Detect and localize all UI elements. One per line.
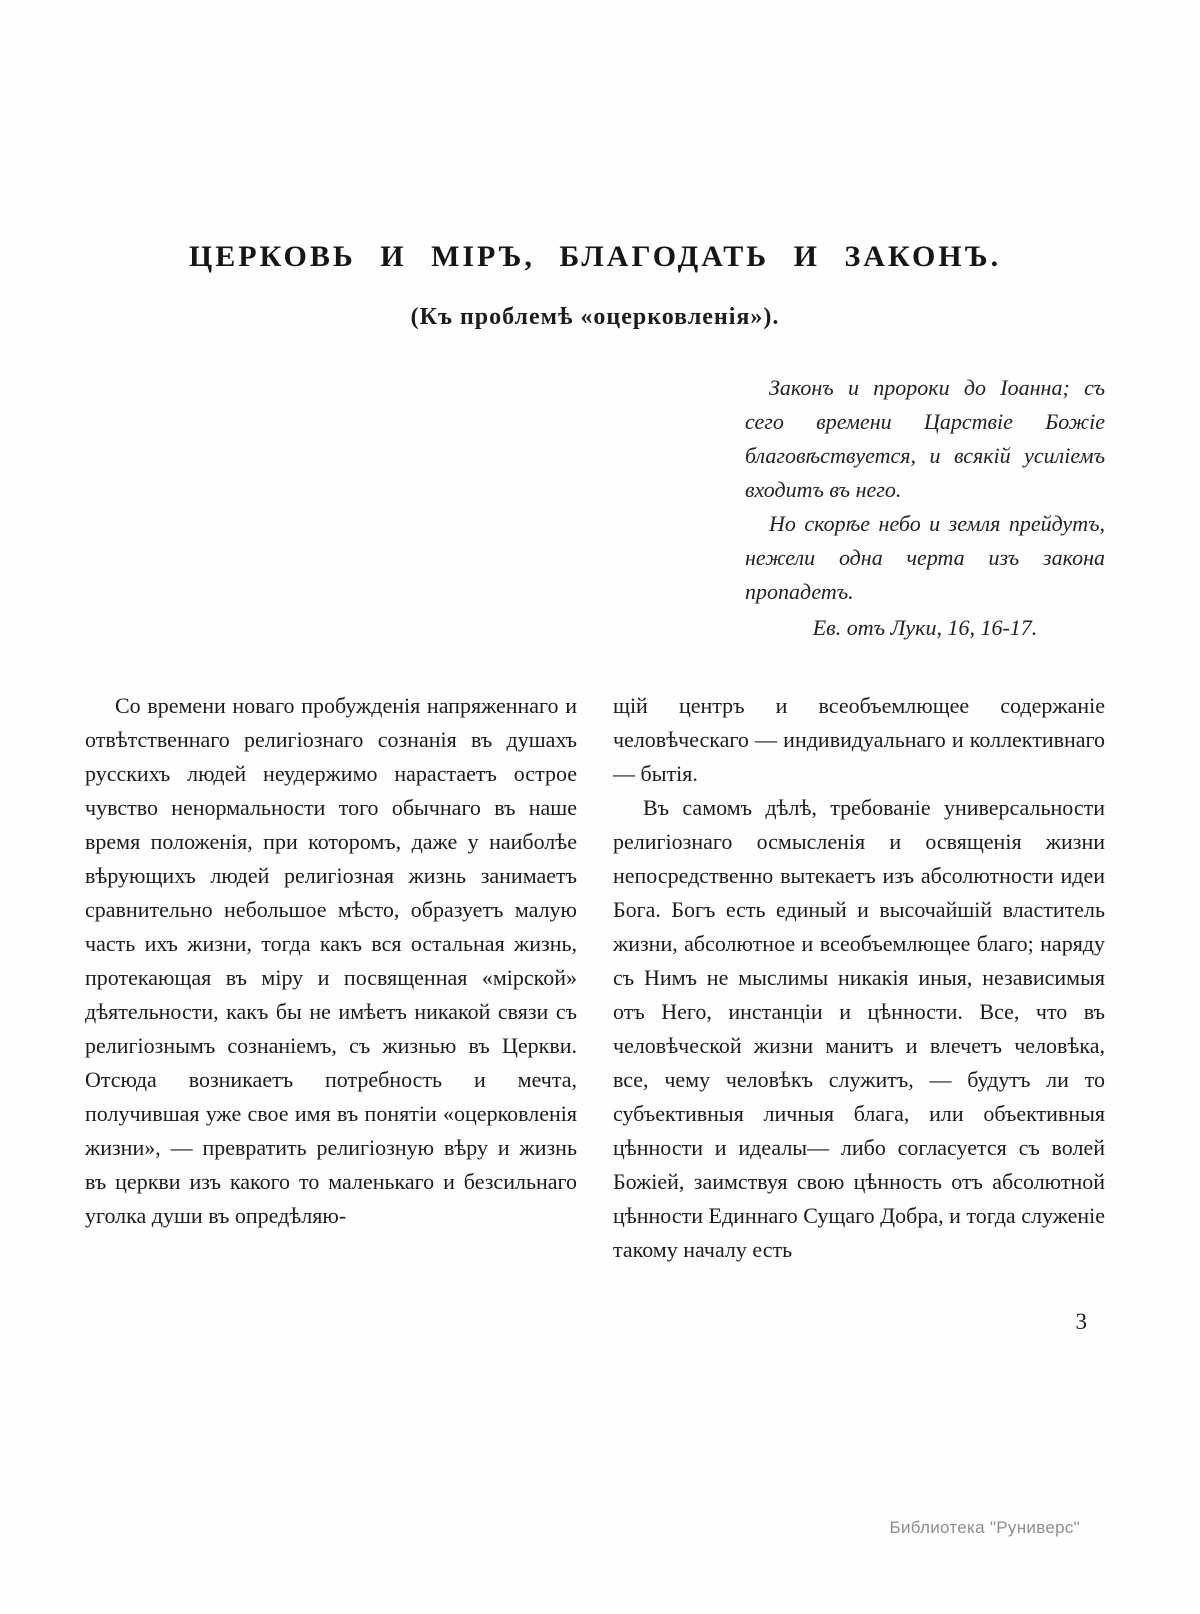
library-watermark: Библиотека "Руниверс": [889, 1518, 1080, 1537]
article-title: ЦЕРКОВЬ И МІРЪ, БЛАГОДАТЬ И ЗАКОНЪ.: [188, 240, 1002, 273]
body-paragraph-continuation: щій центръ и всеобъемлющее содержаніе человѣческаго — индивидуальнаго и коллективнаго — бытія.: [613, 693, 1105, 786]
epigraph-paragraph-2: Но скорѣе небо и земля прейдутъ, нежели одна черта изъ закона пропадетъ.: [745, 511, 1105, 604]
page-number: 3: [1075, 1309, 1087, 1334]
epigraph-block: [745, 371, 1105, 645]
body-paragraph: Со времени новаго пробужденія напряженнаго и отвѣтственнаго религіознаго сознанія въ душахъ русскихъ людей неудержимо нарастаетъ острое чувство ненормальности того обычнаго въ наше время положенія, при которомъ, даже у наиболѣе вѣрующихъ людей религіозная жизнь занимаетъ сравнительно небольшое мѣсто, образуетъ малую часть ихъ жизни, тогда какъ вся остальная жизнь, протекающая въ міру и посвященная «мірской» дѣятельности, какъ бы не имѣетъ никакой связи съ религіознымъ сознаніемъ, съ жизнью въ Церкви. Отсюда возникаетъ потребность и мечта, получившая уже свое имя въ понятіи «оцерковленія жизни», — превратить религіозную вѣру и жизнь въ церкви изъ какого то маленькаго и безсильнаго уголка души въ опредѣляю-: [85, 693, 577, 1228]
body-paragraph: Въ самомъ дѣлѣ, требованіе универсальности религіознаго осмысленія и освященія жизни непосредственно вытекаетъ изъ абсолютности идеи Бога. Богъ есть единый и высочайшій властитель жизни, абсолютное и всеобъемлющее благо; наряду съ Нимъ не мыслимы никакія иныя, независимыя отъ Него, инстанціи и цѣнности. Все, что въ человѣческой жизни манитъ и влечетъ человѣка, все, чему человѣкъ служитъ, — будутъ ли то субъективныя личныя блага, или объективныя цѣнности и идеалы— либо согласуется съ волей Божіей, заимствуя свою цѣнность отъ абсолютной цѣнности Единнаго Сущаго Добра, и тогда служеніе такому началу есть: [613, 795, 1105, 1262]
right-column: [613, 689, 1105, 1267]
body-text-columns: [85, 689, 1105, 1267]
epigraph-source: Ев. отъ Луки, 16, 16-17.: [812, 615, 1038, 640]
epigraph-paragraph-1: Законъ и пророки до Іоанна; съ сего времени Царствіе Божіе благовѣствуется, и всякій усиліемъ входитъ въ него.: [745, 375, 1105, 502]
article-subtitle: (Къ проблемѣ «оцерковленія»).: [410, 304, 780, 330]
left-column: [85, 689, 577, 1267]
